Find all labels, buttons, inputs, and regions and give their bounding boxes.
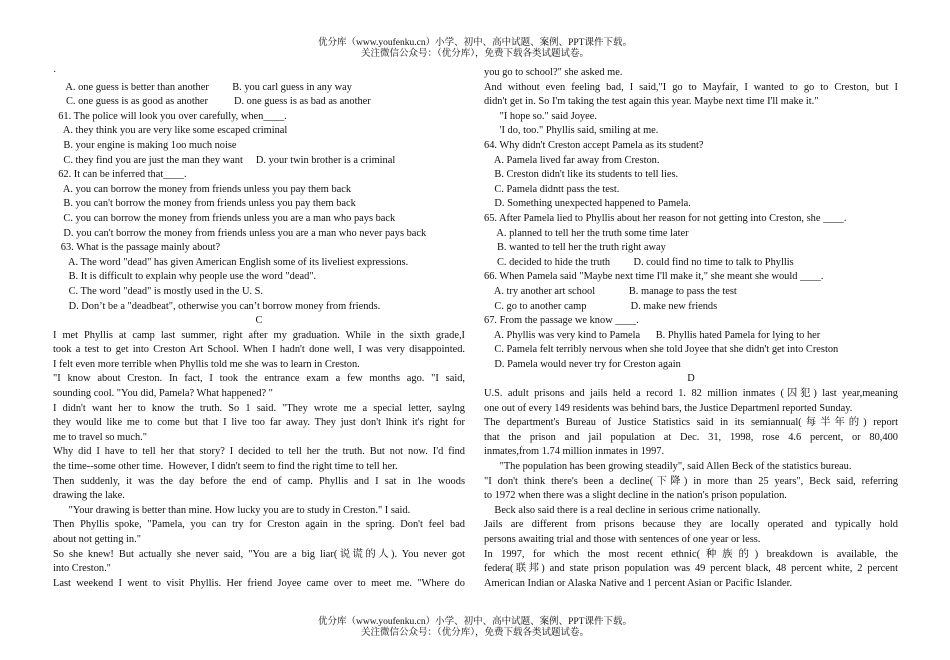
text-line: Jails are different from prisons because they are locally operated and typically hold bbox=[484, 519, 898, 531]
text-line: persons awaiting trial and those with sentences of one year or less. bbox=[484, 534, 761, 545]
text-line: me to travel so much." bbox=[53, 431, 147, 443]
text-line: "I know about Creston. In fact, I took the entrance exam a few months ago. "I said, bbox=[53, 373, 465, 385]
text-line: D. Pamela would never try for Creston again bbox=[484, 358, 681, 370]
text-line: "Your drawing is better than mine. How lucky you are to study in Creston." I said. bbox=[53, 504, 411, 516]
text-line: about not getting in." bbox=[53, 534, 141, 545]
text-line: 66. When Pamela said "Maybe next time I'll make it," she meant she would ____. bbox=[484, 271, 824, 283]
text-line: Then Phyllis spoke, "Pamela, you can try for Creston again in the spring. Don't feel bad bbox=[53, 519, 465, 531]
text-line: "I hope so." said Joyee. bbox=[484, 110, 597, 122]
text-line: to 1972 when there was a slight decline in the nation's prison population. bbox=[484, 490, 787, 502]
text-line: The department's Bureau of Justice Statistics said in its semiannual(每半年的) report bbox=[484, 417, 898, 429]
text-line: C. go to another camp D. make new friends bbox=[484, 300, 718, 312]
text-line: And without even feeling bad, I said,"I go to Mayfair, I wanted to go to Creston, but I bbox=[484, 81, 898, 93]
text-line: C. decided to hide the truth D. could find no time to talk to Phyllis bbox=[484, 256, 794, 268]
text-line: Last weekend I went to visit Phyllis. Her friend Joyee came over to meet me. "Where do bbox=[53, 577, 465, 589]
text-line: "The population has been growing steadily", said Allen Beck of the statistics bureau. bbox=[484, 461, 852, 473]
text-line: 64. Why didn't Creston accept Pamela as its student? bbox=[484, 139, 704, 151]
text-line: B. wanted to tell her the truth right away bbox=[484, 242, 666, 254]
text-line: B. you can't borrow the money from friends unless you pay them back bbox=[53, 198, 356, 210]
page-footer bbox=[0, 617, 950, 639]
text-line: Why did I have to tell her that story? I decided to tell her the truth. But not now. I'd find bbox=[53, 446, 465, 458]
text-line: one out of every 149 residents was behind bars, the Justice Departmenl reported Sunday. bbox=[484, 402, 853, 414]
text-line: A. they think you are very like some escaped criminal bbox=[53, 125, 288, 137]
text-line: federa(联邦) and state prison population was 49 percent black, 48 percent white, 2 percent bbox=[484, 563, 898, 575]
text-line: American Indian or Alaska Native and 1 percent Asian or Pacific Islander. bbox=[484, 577, 793, 589]
text-line: C. Pamela didntt pass the test. bbox=[484, 183, 620, 195]
text-line: inmates,from 1.74 million inmates in 1997. bbox=[484, 446, 665, 458]
text-line: C. they find you are just the man they want D. your twin brother is a criminal bbox=[53, 154, 396, 166]
text-line: A. The word "dead" has given American English some of its liveliest expressions. bbox=[53, 256, 409, 268]
text-line: 62. It can be inferred that____. bbox=[53, 169, 187, 181]
text-line: Beck also said there is a real decline in serious crime nationally. bbox=[484, 504, 761, 516]
text-line: B. It is difficult to explain why people use the word "dead". bbox=[53, 271, 317, 283]
text-line: sounding cool. "You did, Pamela? What happened? " bbox=[53, 388, 273, 400]
footer-line-2: 关注微信公众号：（优分库），免费下载各类试题试卷。 bbox=[360, 628, 589, 638]
text-line: you go to school?" she asked me. bbox=[484, 67, 623, 78]
text-line: didn't get in. So I'm taking the test again this year. Maybe next time I'll make it." bbox=[484, 96, 819, 108]
text-line: A. try another art school B. manage to pass the test bbox=[484, 285, 737, 297]
text-line: D. Something unexpected happened to Pamela. bbox=[484, 198, 691, 210]
text-line: I felt even more terrible when Phyllis told me she was to learn in Creston. bbox=[53, 358, 360, 370]
text-line: 61. The police will look you over carefully, when____. bbox=[53, 110, 287, 122]
header-line-1: 优分库（www.youfenku.cn）小学、初中、高中试题、案例、PPT课件下载。 bbox=[318, 38, 632, 48]
text-line: A. planned to tell her the truth some time later bbox=[484, 227, 689, 239]
text-line: 65. After Pamela lied to Phyllis about her reason for not getting into Creston, she ____. bbox=[484, 212, 847, 224]
text-line: they would like me to come but that I live too far away. They just don't lhink it's right for bbox=[53, 417, 465, 429]
text-line: C. one guess is as good as another D. one guess is as bad as another bbox=[53, 96, 371, 108]
text-line: I met Phyllis at camp last summer, right after my graduation. While in the sixth grade,I bbox=[53, 329, 465, 341]
text-line: A. Phyllis was very kind to Pamela B. Phyllis hated Pamela for lying to her bbox=[484, 329, 821, 341]
text-line: B. Creston didn't like its students to tell lies. bbox=[484, 169, 679, 181]
text-line: C. The word "dead" is mostly used in the U. S. bbox=[53, 285, 264, 297]
text-line: 63. What is the passage mainly about? bbox=[53, 242, 221, 254]
text-line: So she knew! But actually she never said, "You are a big liar(说谎的人). You never got bbox=[53, 548, 465, 560]
text-line: D. Don’t be a "deadbeat", otherwise you can’t borrow money from friends. bbox=[53, 300, 381, 312]
text-line: B. your engine is making 1oo much noise bbox=[53, 139, 237, 151]
text-line: Then suddenly, it was the day before the end of camp. Phyllis and I sat in 1he woods bbox=[53, 475, 465, 487]
text-line: U.S. adult prisons and jails held a record 1. 82 million inmates (囚犯) last year,meaning bbox=[484, 388, 898, 400]
text-line: C bbox=[255, 315, 263, 327]
text-line: A. Pamela lived far away from Creston. bbox=[484, 154, 660, 166]
text-line: · bbox=[53, 67, 57, 78]
text-line: into Creston." bbox=[53, 563, 111, 575]
text-line: C. you can borrow the money from friends unless you are a man who pays back bbox=[53, 212, 396, 224]
text-line: C. Pamela felt terribly nervous when she told Joyee that she didn't get into Creston bbox=[484, 344, 839, 356]
header-line-2: 关注微信公众号：（优分库），免费下载各类试题试卷。 bbox=[360, 49, 589, 59]
footer-line-1: 优分库（www.youfenku.cn）小学、初中、高中试题、案例、PPT课件下载。 bbox=[318, 617, 632, 627]
text-line: drawing the lake. bbox=[53, 490, 125, 502]
left-column bbox=[53, 66, 465, 591]
text-line: In 1997, for which the most recent ethnic(种族的) breakdown is available, the bbox=[484, 548, 898, 560]
text-line: A. you can borrow the money from friends unless you pay them back bbox=[53, 183, 352, 195]
page-header bbox=[0, 38, 950, 60]
text-line: 67. From the passage we know ____. bbox=[484, 315, 639, 327]
text-line: 'I do, too." Phyllis said, smiling at me. bbox=[484, 125, 659, 137]
text-line: the time--some other time. However, I didn't seem to find the right time to tell her. bbox=[53, 461, 398, 473]
right-column bbox=[484, 66, 898, 591]
text-line: A. one guess is better than another B. you carl guess in any way bbox=[53, 81, 352, 93]
text-line: took a test to get into Creston Art School. When I hadn't done well, I was very disappointed. bbox=[53, 344, 465, 356]
text-line: "I don't think there's been a decline(下降) in more than 25 years", Beck said, referring bbox=[484, 475, 898, 487]
text-line: D bbox=[687, 373, 695, 385]
text-line: that the prison and jail population at Dec. 31, 1998, rose 4.6 percent, or 80,400 bbox=[484, 431, 898, 443]
text-line: D. you can't borrow the money from friends unless you are a man who never pays back bbox=[53, 227, 427, 239]
text-line: I didn't want her to know the truth. So 1 said. "They wrote me a special letter, saylng bbox=[53, 402, 465, 414]
